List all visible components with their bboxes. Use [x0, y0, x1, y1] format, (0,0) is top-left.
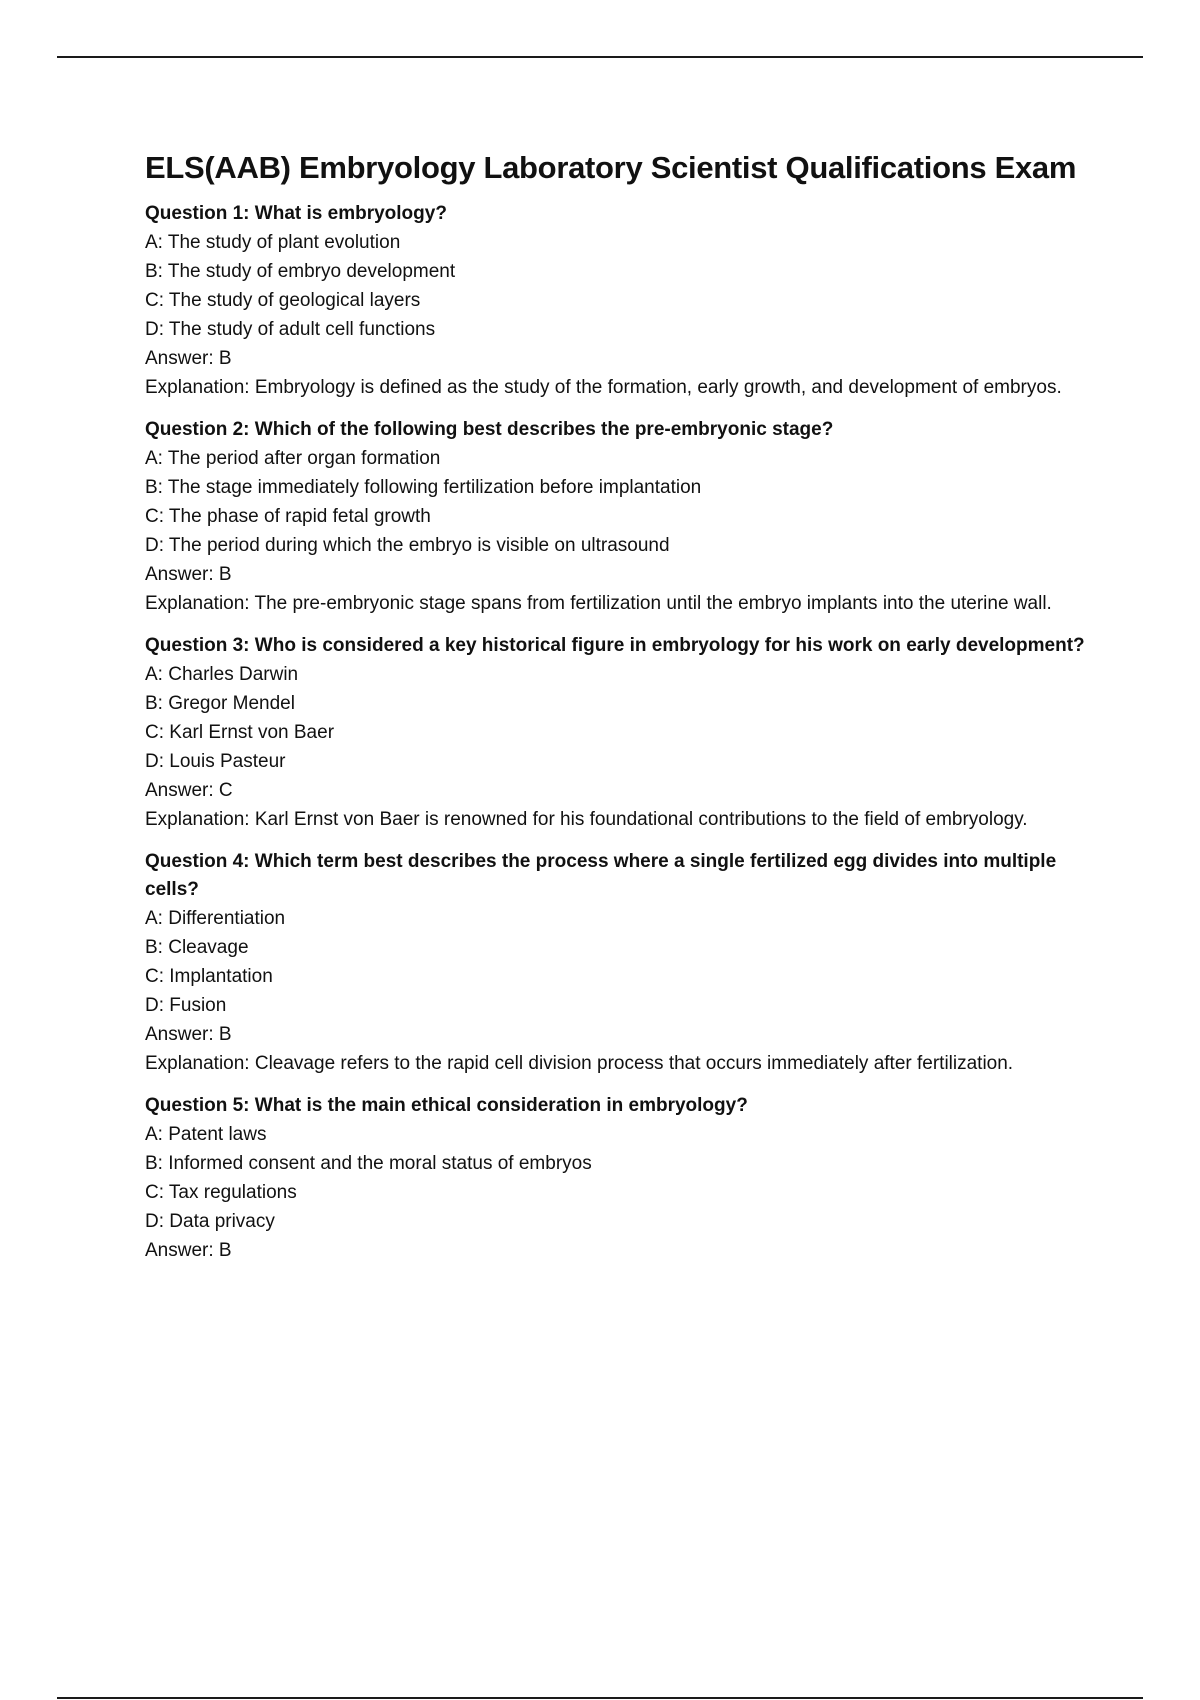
document-body: [145, 148, 1095, 1279]
option-a: A: Differentiation: [145, 908, 286, 929]
option-d: D: The study of adult cell functions: [145, 319, 436, 340]
option-b: B: Gregor Mendel: [145, 693, 295, 714]
bottom-rule: [57, 1697, 1143, 1699]
option-c: C: The phase of rapid fetal growth: [145, 506, 431, 527]
question-block-3: [145, 632, 1095, 834]
option-c: C: Karl Ernst von Baer: [145, 722, 335, 743]
explanation: Explanation: Karl Ernst von Baer is renowned for his foundational contributions to the field of embryology.: [145, 809, 1028, 830]
option-d: D: Data privacy: [145, 1211, 275, 1232]
question-text: Question 3: Who is considered a key historical figure in embryology for his work on early development?: [145, 635, 1085, 656]
option-c: C: Tax regulations: [145, 1182, 297, 1203]
option-a: A: The study of plant evolution: [145, 232, 401, 253]
question-block-2: [145, 416, 1095, 618]
question-text: Question 5: What is the main ethical consideration in embryology?: [145, 1095, 748, 1116]
question-block-5: [145, 1092, 1095, 1265]
explanation: Explanation: Cleavage refers to the rapid cell division process that occurs immediately after fertilization.: [145, 1053, 1014, 1074]
answer: Answer: C: [145, 780, 233, 801]
answer: Answer: B: [145, 348, 232, 369]
top-rule: [57, 56, 1143, 58]
explanation: Explanation: The pre-embryonic stage spans from fertilization until the embryo implants into the uterine wall.: [145, 593, 1052, 614]
question-text: Question 2: Which of the following best describes the pre-embryonic stage?: [145, 419, 834, 440]
document-title: ELS(AAB) Embryology Laboratory Scientist Qualifications Exam: [145, 150, 1077, 185]
answer: Answer: B: [145, 564, 232, 585]
question-block-4: [145, 848, 1095, 1078]
option-d: D: Louis Pasteur: [145, 751, 286, 772]
option-a: A: Patent laws: [145, 1124, 267, 1145]
option-c: C: The study of geological layers: [145, 290, 421, 311]
option-d: D: Fusion: [145, 995, 227, 1016]
option-d: D: The period during which the embryo is visible on ultrasound: [145, 535, 670, 556]
option-a: A: Charles Darwin: [145, 664, 299, 685]
answer: Answer: B: [145, 1024, 232, 1045]
option-b: B: Informed consent and the moral status of embryos: [145, 1153, 592, 1174]
explanation: Explanation: Embryology is defined as the study of the formation, early growth, and development of embryos.: [145, 377, 1062, 398]
option-b: B: The study of embryo development: [145, 261, 456, 282]
option-c: C: Implantation: [145, 966, 273, 987]
question-text: Question 4: Which term best describes the process where a single fertilized egg divides into multiple cells?: [145, 851, 1057, 900]
question-block-1: [145, 200, 1095, 402]
option-b: B: The stage immediately following fertilization before implantation: [145, 477, 702, 498]
question-text: Question 1: What is embryology?: [145, 203, 447, 224]
answer: Answer: B: [145, 1240, 232, 1261]
option-b: B: Cleavage: [145, 937, 249, 958]
option-a: A: The period after organ formation: [145, 448, 441, 469]
